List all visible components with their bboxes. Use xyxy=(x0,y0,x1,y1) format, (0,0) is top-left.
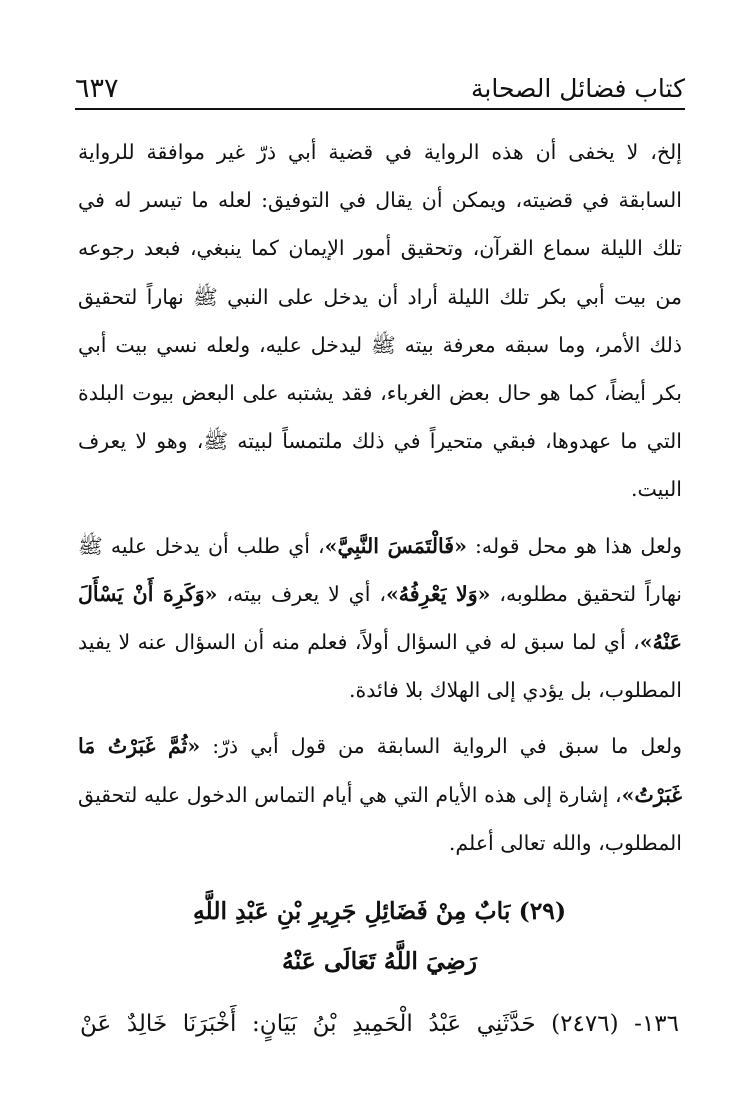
p3-text-1: ولعل ما سبق في الرواية السابقة من قول أبي ذرّ: xyxy=(200,734,682,759)
hadith-start: ١٣٦- (٢٤٧٦) حَدَّثَنِي عَبْدُ الْحَمِيدِ بْنُ بَيَانٍ: أَخْبَرَنَا خَالِدٌ عَنْ xyxy=(80,1011,679,1037)
p2-text-3: ، أي لا يعرف بيته، xyxy=(217,581,386,606)
p2-text-1: ولعل هذا هو محل قوله: xyxy=(466,533,682,558)
page-number: ٦٣٧ xyxy=(75,73,119,104)
paragraph-2 xyxy=(78,522,682,715)
p2-text-4: ، أي لما سبق له في السؤال أولاً، فعلم منه أن السؤال عنه لا يفيد المطلوب، بل يؤدي إلى الهلاك بلا فائدة. xyxy=(78,630,682,703)
paragraph-1: إلخ، لا يخفى أن هذه الرواية في قضية أبي ذرّ غير موافقة للرواية السابقة في قضيته، ويمكن أن يقال في التوفيق: لعله ما تيسر له في تلك الليلة سماع القرآن، وتحقيق أمور الإيمان كما ينبغي، فبعد رجوعه من بيت أبي بكر تلك الليلة أراد أن يدخل على النبي ﷺ نهاراً لتحقيق ذلك الأمر، وما سبقه معرفة بيته ﷺ ليدخل عليه، ولعله نسي بيت أبي بكر أيضاً، كما هو حال بعض الغرباء، فقد يشتبه على البعض بيوت البلدة التي ما عهدوها، فبقي متحيراً في ذلك ملتمساً لبيته ﷺ، وهو لا يعرف البيت. xyxy=(78,140,682,502)
commentary-body xyxy=(78,128,682,867)
p2-quote-1: «فَالْتَمَسَ النَّبِيَّ» xyxy=(324,533,467,558)
running-title: كتاب فضائل الصحابة xyxy=(471,74,685,103)
chapter-heading xyxy=(80,886,679,986)
chapter-title-line-2: رَضِيَ اللَّهُ تَعَالَى عَنْهُ xyxy=(282,947,477,975)
p2-quote-3: «وَكَرِهَ أَنْ يَسْأَلَ عَنْهُ» xyxy=(78,581,682,655)
p3-text-2: ، إشارة إلى هذه الأيام التي هي أيام التماس الدخول عليه لتحقيق المطلوب، والله تعالى أعلم. xyxy=(78,782,682,855)
page-header xyxy=(75,66,685,106)
paragraph-3 xyxy=(78,722,682,867)
p2-quote-2: «وَلا يَعْرِفُهُ» xyxy=(385,581,491,606)
p2-text-2: ، أي طلب أن يدخل عليه ﷺ نهاراً لتحقيق مطلوبه، xyxy=(78,533,682,606)
header-rule xyxy=(75,108,685,110)
chapter-title-line-1: (٢٩) بَابٌ مِنْ فَضَائِلِ جَرِيرِ بْنِ عَبْدِ اللَّهِ xyxy=(192,897,567,925)
p3-quote-1: «ثُمَّ غَبَرْتُ مَا غَبَرْتُ» xyxy=(78,734,682,807)
